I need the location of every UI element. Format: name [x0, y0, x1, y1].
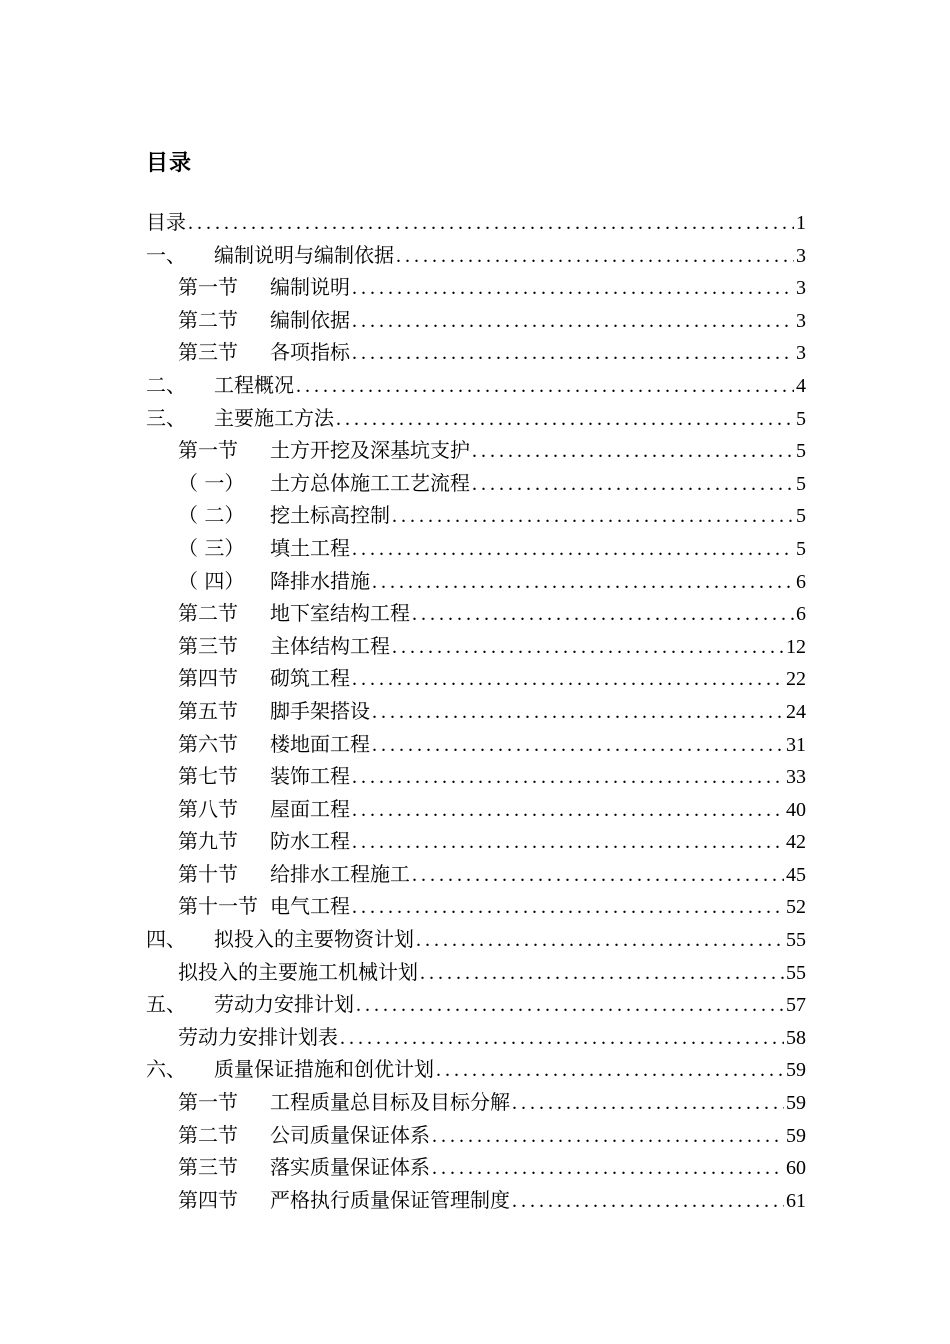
toc-entry-page: 40	[786, 798, 806, 821]
toc-entry[interactable]	[146, 923, 806, 956]
toc-leader-dots	[436, 1054, 784, 1087]
toc-entry[interactable]	[146, 499, 806, 532]
toc-entry-page: 52	[786, 896, 806, 919]
toc-entry-title: 劳动力安排计划	[214, 992, 354, 1017]
toc-leader-dots	[512, 1087, 784, 1120]
toc-entry-number: 四、	[146, 927, 186, 952]
toc-entry-page: 24	[786, 700, 806, 723]
toc-entry[interactable]	[146, 565, 806, 598]
toc-entry-title: 屋面工程	[270, 796, 350, 821]
toc-leader-dots	[512, 1185, 784, 1218]
toc-entry[interactable]	[146, 271, 806, 304]
toc-entry-number: 第十节	[178, 861, 238, 886]
toc-entry-number: 三、	[146, 405, 186, 430]
toc-entry-title: 主体结构工程	[270, 633, 390, 658]
toc-entry-page: 6	[796, 603, 806, 626]
toc-entry-number: 第九节	[178, 829, 238, 854]
toc-leader-dots	[352, 533, 794, 566]
toc-entry-page: 59	[786, 1092, 806, 1115]
toc-entry-title: 挖土标高控制	[270, 503, 390, 528]
toc-entry-page: 55	[786, 929, 806, 952]
toc-leader-dots	[432, 1120, 784, 1153]
toc-entry-number: 二、	[146, 372, 186, 397]
toc-entry[interactable]	[146, 1184, 806, 1217]
toc-entry-number: 第一节	[178, 275, 238, 300]
toc-entry[interactable]	[146, 402, 806, 435]
toc-entry-page: 33	[786, 766, 806, 789]
toc-entry[interactable]	[146, 728, 806, 761]
toc-entry-page: 42	[786, 831, 806, 854]
toc-entry-title: 脚手架搭设	[270, 698, 370, 723]
toc-entry-title: 编制说明与编制依据	[214, 242, 394, 267]
toc-entry-page: 31	[786, 733, 806, 756]
toc-leader-dots	[432, 1152, 784, 1185]
toc-entry-page: 5	[796, 472, 806, 495]
toc-leader-dots	[352, 305, 794, 338]
toc-leader-dots	[392, 631, 784, 664]
toc-leader-dots	[372, 729, 784, 762]
toc-entry-number: 第二节	[178, 307, 238, 332]
toc-entry-page: 1	[796, 212, 806, 234]
toc-entry-number: 五、	[146, 992, 186, 1017]
toc-entry-number: 第七节	[178, 764, 238, 789]
toc-entry[interactable]	[146, 825, 806, 858]
toc-entry[interactable]	[146, 206, 806, 239]
toc-leader-dots	[352, 794, 784, 827]
toc-leader-dots	[416, 924, 784, 957]
toc-entry-page: 3	[796, 309, 806, 332]
toc-entry-page: 5	[796, 505, 806, 528]
document-title: 目录	[146, 151, 193, 176]
toc-entry-number: 第八节	[178, 796, 238, 821]
toc-entry-title: 楼地面工程	[270, 731, 370, 756]
toc-entry-number: 第三节	[178, 1155, 238, 1180]
toc-leader-dots	[420, 957, 784, 990]
toc-entry-page: 22	[786, 668, 806, 691]
toc-entry[interactable]	[146, 793, 806, 826]
toc-entry[interactable]	[146, 760, 806, 793]
toc-entry-title: 电气工程	[270, 894, 350, 919]
toc-entry-title: 工程质量总目标及目标分解	[270, 1090, 510, 1115]
toc-entry-title: 砌筑工程	[270, 666, 350, 691]
toc-entry-title: 编制依据	[270, 307, 350, 332]
toc-entry-page: 4	[796, 374, 806, 397]
toc-entry-page: 6	[796, 570, 806, 593]
toc-entry-number: 第六节	[178, 731, 238, 756]
toc-entry-page: 3	[796, 342, 806, 365]
toc-entry[interactable]	[146, 630, 806, 663]
toc-entry-number: 第五节	[178, 698, 238, 723]
toc-entry-number: 第一节	[178, 438, 238, 463]
toc-entry-number: 第三节	[178, 340, 238, 365]
toc-leader-dots	[412, 859, 784, 892]
toc-entry-title: 拟投入的主要施工机械计划	[178, 959, 418, 984]
toc-entry[interactable]	[146, 434, 806, 467]
toc-entry-title: 降排水措施	[270, 568, 370, 593]
toc-entry-number: 六、	[146, 1057, 186, 1082]
toc-entry-number: 第四节	[178, 666, 238, 691]
toc-entry-number: 一、	[146, 242, 186, 267]
toc-leader-dots	[392, 500, 794, 533]
toc-leader-dots	[340, 1022, 784, 1055]
toc-leader-dots	[352, 663, 784, 696]
toc-leader-dots	[296, 370, 794, 403]
toc-entry-title: 质量保证措施和创优计划	[214, 1057, 434, 1082]
toc-entry-page: 59	[786, 1059, 806, 1082]
toc-entry-page: 3	[796, 244, 806, 267]
toc-leader-dots	[356, 989, 784, 1022]
toc-entry-page: 58	[786, 1026, 806, 1049]
toc-entry-title: 地下室结构工程	[270, 601, 410, 626]
toc-entry-title: 编制说明	[270, 275, 350, 300]
toc-entry-title: 防水工程	[270, 829, 350, 854]
toc-entry[interactable]	[146, 1021, 806, 1054]
toc-entry[interactable]	[146, 1151, 806, 1184]
toc-entry[interactable]	[146, 1053, 806, 1086]
toc-entry[interactable]	[146, 532, 806, 565]
toc-leader-dots	[372, 696, 784, 729]
toc-entry-title: 填土工程	[270, 535, 350, 560]
toc-leader-dots	[352, 891, 784, 924]
toc-entry-title: 土方总体施工工艺流程	[270, 470, 470, 495]
toc-leader-dots	[412, 598, 794, 631]
toc-entry-page: 57	[786, 994, 806, 1017]
toc-entry-number: （ 二）	[178, 503, 245, 528]
table-of-contents	[146, 206, 806, 1216]
toc-leader-dots	[352, 826, 784, 859]
toc-leader-dots	[336, 403, 794, 436]
toc-leader-dots	[472, 468, 794, 501]
toc-leader-dots	[352, 761, 784, 794]
toc-entry-title: 目录	[146, 210, 186, 234]
toc-entry-page: 5	[796, 440, 806, 463]
toc-entry-number: 第二节	[178, 601, 238, 626]
toc-entry[interactable]	[146, 662, 806, 695]
toc-leader-dots	[396, 240, 794, 273]
toc-entry-title: 装饰工程	[270, 764, 350, 789]
toc-entry-title: 劳动力安排计划表	[178, 1024, 338, 1049]
toc-entry-number: 第一节	[178, 1090, 238, 1115]
toc-entry-number: （ 四）	[178, 568, 245, 593]
toc-entry-number: （ 一）	[178, 470, 245, 495]
toc-entry[interactable]	[146, 597, 806, 630]
toc-entry-page: 12	[786, 635, 806, 658]
toc-entry-page: 61	[786, 1189, 806, 1212]
toc-entry-title: 主要施工方法	[214, 405, 334, 430]
toc-entry-page: 45	[786, 863, 806, 886]
toc-entry-title: 工程概况	[214, 372, 294, 397]
toc-entry-number: （ 三）	[178, 535, 245, 560]
toc-entry[interactable]	[146, 858, 806, 891]
toc-entry-number: 第四节	[178, 1187, 238, 1212]
toc-entry[interactable]	[146, 239, 806, 272]
toc-leader-dots	[352, 272, 794, 305]
toc-entry-number: 第二节	[178, 1122, 238, 1147]
toc-entry-title: 严格执行质量保证管理制度	[270, 1187, 510, 1212]
toc-leader-dots	[188, 207, 794, 240]
toc-entry[interactable]	[146, 304, 806, 337]
toc-entry[interactable]	[146, 988, 806, 1021]
toc-entry[interactable]	[146, 890, 806, 923]
toc-entry-number: 第十一节	[178, 894, 258, 919]
toc-entry-page: 55	[786, 961, 806, 984]
toc-entry-page: 3	[796, 277, 806, 300]
toc-entry[interactable]	[146, 695, 806, 728]
toc-entry-number: 第三节	[178, 633, 238, 658]
toc-entry-title: 给排水工程施工	[270, 861, 410, 886]
toc-entry[interactable]	[146, 467, 806, 500]
toc-entry[interactable]	[146, 369, 806, 402]
toc-entry-page: 60	[786, 1157, 806, 1180]
toc-entry-title: 各项指标	[270, 340, 350, 365]
toc-entry[interactable]	[146, 1086, 806, 1119]
toc-entry[interactable]	[146, 1119, 806, 1152]
toc-leader-dots	[372, 566, 794, 599]
toc-entry-title: 落实质量保证体系	[270, 1155, 430, 1180]
toc-entry-title: 拟投入的主要物资计划	[214, 927, 414, 952]
toc-entry[interactable]	[146, 956, 806, 989]
toc-entry-title: 公司质量保证体系	[270, 1122, 430, 1147]
toc-entry[interactable]	[146, 336, 806, 369]
toc-leader-dots	[352, 337, 794, 370]
toc-leader-dots	[472, 435, 794, 468]
toc-entry-page: 5	[796, 407, 806, 430]
toc-entry-page: 5	[796, 537, 806, 560]
toc-entry-page: 59	[786, 1124, 806, 1147]
toc-entry-title: 土方开挖及深基坑支护	[270, 438, 470, 463]
